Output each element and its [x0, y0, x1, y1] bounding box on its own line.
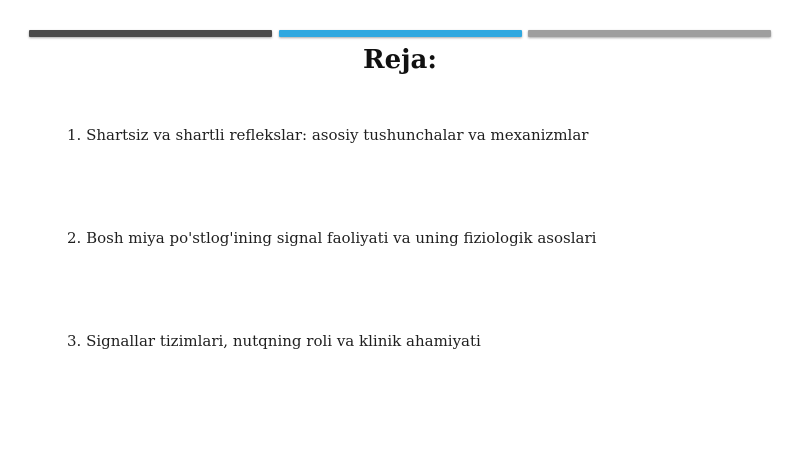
decorative-top-bars [29, 30, 771, 38]
top-bar-blue [279, 30, 522, 37]
plan-item-3: 3. Signallar tizimlari, nutqning roli va klinik ahamiyati [67, 332, 481, 350]
top-bar-gray [528, 30, 771, 37]
plan-item-1: 1. Shartsiz va shartli reflekslar: asosiy tushunchalar va mexanizmlar [67, 126, 589, 144]
top-bar-dark [29, 30, 272, 37]
slide-title: Reja: [362, 45, 437, 75]
plan-item-2: 2. Bosh miya po'stlog'ining signal faoliyati va uning fiziologik asoslari [67, 229, 597, 247]
